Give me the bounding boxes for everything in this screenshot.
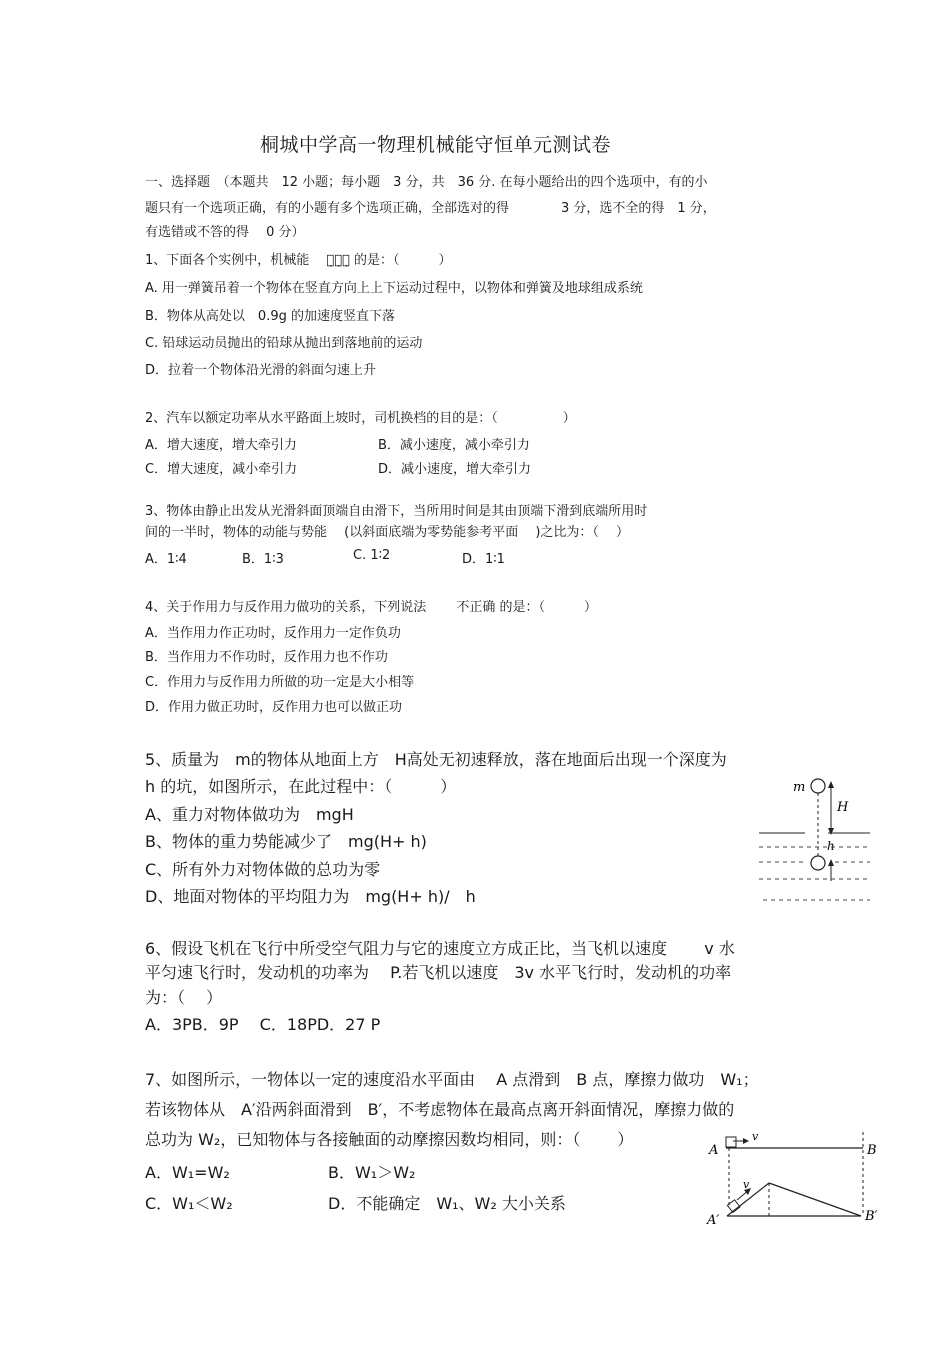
q6-stem-line-1: 6、假设飞机在飞行中所受空气阻力与它的速度立方成正比，当飞机以速度 v 水 bbox=[145, 939, 735, 958]
height-arrow-head-up bbox=[828, 781, 834, 788]
q4-stem: 4、关于作用力与反作用力做功的关系，下列说法 不正确 的是：（ ） bbox=[145, 600, 598, 615]
q7-option-c: C．W₁＜W₂ bbox=[145, 1194, 233, 1213]
intro-line-1: 一、选择题 （本题共 12 小题；每小题 3 分，共 36 分. 在每小题给出的四个选项中，有的小 bbox=[145, 175, 708, 190]
intro-line-2: 题只有一个选项正确，有的小题有多个选项正确，全部选对的得 3 分，选不全的得 1 分， bbox=[145, 201, 716, 216]
q6-options: A．3PB．9P C．18PD．27 P bbox=[145, 1015, 381, 1034]
q7-stem-line-3: 总功为 W₂，已知物体与各接触面的动摩擦因数均相同，则：（ ） bbox=[145, 1130, 634, 1149]
q5-option-b: B、物体的重力势能减少了 mg(H+ h) bbox=[145, 832, 427, 851]
velocity-arrow-top-head bbox=[743, 1138, 749, 1144]
q7-label-B: B bbox=[867, 1143, 877, 1158]
q6-stem-line-3: 为：（ ） bbox=[145, 988, 223, 1007]
intro-line-3: 有选错或不答的得 0 分） bbox=[145, 225, 305, 240]
q4-option-d: D．作用力做正功时，反作用力也可以做正功 bbox=[145, 700, 403, 715]
q2-option-c: C．增大速度，减小牵引力 bbox=[145, 462, 298, 477]
q3-option-d: D．1∶1 bbox=[462, 552, 505, 567]
block-top bbox=[726, 1137, 736, 1147]
q3-stem-line-1: 3、物体由静止出发从光滑斜面顶端自由滑下，当所用时间是其由顶端下滑到底端所用时 bbox=[145, 504, 648, 519]
q7-label-v-incline: v bbox=[743, 1178, 750, 1191]
q3-option-a: A．1∶4 bbox=[145, 552, 187, 567]
q1-option-a: A. 用一弹簧吊着一个物体在竖直方向上上下运动过程中，以物体和弹簧及地球组成系统 bbox=[145, 281, 643, 296]
q3-option-c: C. 1∶2 bbox=[353, 548, 391, 563]
q5-stem-line-1: 5、质量为 m的物体从地面上方 H高处无初速释放，落在地面后出现一个深度为 bbox=[145, 750, 727, 769]
q7-label-v-top: v bbox=[752, 1130, 759, 1143]
q1-stem: 1、下面各个实例中，机械能 不̣守̣恒̣ 的是：（ ） bbox=[145, 253, 452, 268]
q5-label-H: H bbox=[837, 800, 849, 815]
q7-option-d: D．不能确定 W₁、W₂ 大小关系 bbox=[328, 1194, 566, 1213]
q1-option-b: B．物体从高处以 0.9g 的加速度竖直下落 bbox=[145, 309, 395, 324]
q3-stem-line-2: 间的一半时，物体的动能与势能 (以斜面底端为零势能参考平面 )之比为：（ ） bbox=[145, 525, 630, 540]
q4-option-b: B．当作用力不作功时，反作用力也不作功 bbox=[145, 650, 388, 665]
q7-option-a: A．W₁=W₂ bbox=[145, 1163, 230, 1182]
q4-option-a: A．当作用力作正功时，反作用力一定作负功 bbox=[145, 626, 401, 641]
q7-label-B-prime: B′ bbox=[865, 1209, 878, 1224]
q7-stem-line-1: 7、如图所示，一物体以一定的速度沿水平面由 A 点滑到 B 点，摩擦力做功 W₁； bbox=[145, 1070, 759, 1089]
q1-option-d: D．拉着一个物体沿光滑的斜面匀速上升 bbox=[145, 363, 377, 378]
q1-option-c: C. 铅球运动员抛出的铅球从抛出到落地前的运动 bbox=[145, 336, 423, 351]
q7-label-A-prime: A′ bbox=[707, 1213, 720, 1228]
page-title: 桐城中学高一物理机械能守恒单元测试卷 bbox=[260, 134, 612, 156]
q5-figure bbox=[755, 775, 875, 905]
q6-stem-line-2: 平匀速飞行时，发动机的功率为 P.若飞机以速度 3v 水平飞行时，发动机的功率 bbox=[145, 963, 732, 982]
ball-bottom bbox=[811, 856, 825, 870]
q5-stem-line-2: h 的坑，如图所示，在此过程中：（ ） bbox=[145, 777, 457, 796]
q5-option-a: A、重力对物体做功为 mgH bbox=[145, 805, 354, 824]
incline-right bbox=[769, 1183, 861, 1216]
q7-option-b: B．W₁＞W₂ bbox=[328, 1163, 416, 1182]
q2-option-b: B．减小速度，减小牵引力 bbox=[378, 438, 530, 453]
q5-label-m: m bbox=[793, 780, 806, 795]
q3-option-b: B．1∶3 bbox=[242, 552, 284, 567]
depth-arrow-head bbox=[828, 859, 834, 866]
q2-stem: 2、汽车以额定功率从水平路面上坡时，司机换档的目的是：（ ） bbox=[145, 411, 576, 426]
q2-option-d: D．减小速度，增大牵引力 bbox=[378, 462, 532, 477]
q5-label-h: h bbox=[827, 839, 835, 853]
height-arrow-head-down bbox=[828, 828, 834, 835]
q7-figure bbox=[705, 1128, 885, 1228]
q4-option-c: C．作用力与反作用力所做的功一定是大小相等 bbox=[145, 675, 415, 690]
q5-option-c: C、所有外力对物体做的总功为零 bbox=[145, 860, 381, 879]
q2-option-a: A．增大速度，增大牵引力 bbox=[145, 438, 297, 453]
q7-stem-line-2: 若该物体从 A′沿两斜面滑到 B′，不考虑物体在最高点离开斜面情况，摩擦力做的 bbox=[145, 1100, 735, 1119]
ball-top bbox=[811, 779, 825, 793]
q7-label-A: A bbox=[709, 1143, 719, 1158]
q5-option-d: D、地面对物体的平均阻力为 mg(H+ h)/ h bbox=[145, 887, 476, 906]
